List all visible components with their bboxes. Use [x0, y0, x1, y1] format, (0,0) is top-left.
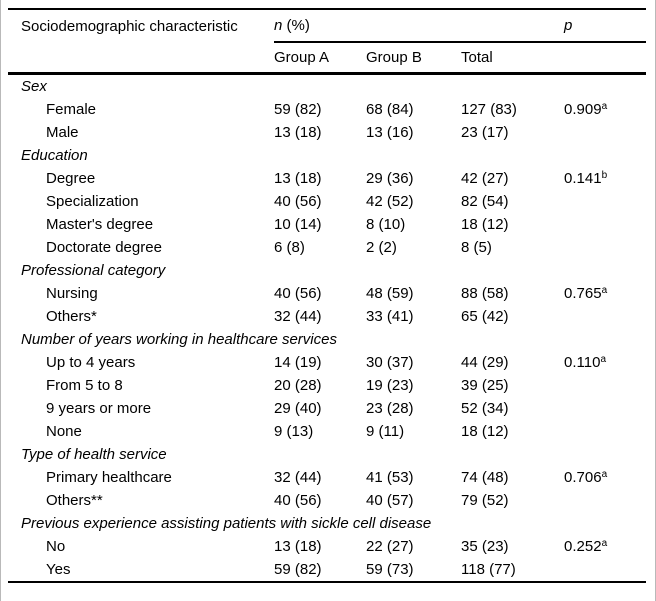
p-value: 0.110$^a$: [564, 354, 607, 371]
n-percent-suffix: (%): [282, 17, 310, 34]
row-label: From 5 to 8: [46, 377, 123, 394]
p-italic: p: [564, 17, 573, 34]
p-value: 0.765$^a$: [564, 285, 608, 302]
total-value: 18 (12): [461, 216, 509, 233]
total-value: 88 (58): [461, 285, 509, 302]
group-b-value: 22 (27): [366, 538, 414, 555]
total-value: 65 (42): [461, 308, 509, 325]
group-b-value: 19 (23): [366, 377, 414, 394]
p-value: 0.909$^a$: [564, 101, 608, 118]
header-total: Total: [461, 42, 564, 74]
group-b-value: 42 (52): [366, 193, 414, 210]
section-title: Previous experience assisting patients with sickle cell disease: [21, 515, 432, 532]
header-group-b: Group B: [366, 42, 461, 74]
p-value: [564, 374, 646, 397]
data-row: [8, 282, 646, 305]
section-title: Professional category: [21, 262, 166, 279]
data-row: [8, 558, 646, 582]
p-value: [564, 558, 646, 582]
row-label: Female: [46, 101, 97, 118]
total-value: 127 (83): [461, 101, 517, 118]
header-row-1: [8, 9, 646, 42]
table-body: [8, 74, 646, 583]
group-a-value: 59 (82): [274, 101, 322, 118]
data-row: [8, 351, 646, 374]
data-row: [8, 121, 646, 144]
group-b-value: 23 (28): [366, 400, 414, 417]
row-label: 9 years or more: [46, 400, 152, 417]
group-b-value: 41 (53): [366, 469, 414, 486]
group-b-value: 40 (57): [366, 492, 414, 509]
group-a-value: 40 (56): [274, 193, 322, 210]
data-row: [8, 98, 646, 121]
row-label: Nursing: [46, 285, 98, 302]
row-label: Specialization: [46, 193, 139, 210]
group-b-value: 33 (41): [366, 308, 414, 325]
total-value: 52 (34): [461, 400, 509, 417]
group-a-value: 14 (19): [274, 354, 322, 371]
total-value: 118 (77): [461, 561, 516, 578]
p-footnote-marker: a: [601, 101, 608, 112]
p-value: [564, 236, 646, 259]
row-label: Master's degree: [46, 216, 154, 233]
total-value: 74 (48): [461, 469, 509, 486]
section-header-row: [8, 144, 646, 167]
group-b-value: 30 (37): [366, 354, 414, 371]
total-value: 18 (12): [461, 423, 509, 440]
row-label: Male: [46, 124, 79, 141]
data-row: [8, 236, 646, 259]
header-group-a: Group A: [274, 42, 366, 74]
group-b-value: 29 (36): [366, 170, 414, 187]
data-row: [8, 466, 646, 489]
header-row-2: [8, 42, 646, 74]
group-a-value: 32 (44): [274, 308, 322, 325]
total-value: 35 (23): [461, 538, 509, 555]
header-n-percent: [274, 9, 564, 42]
p-value: [564, 190, 646, 213]
section-header-row: [8, 443, 646, 466]
group-b-value: 9 (11): [366, 423, 405, 440]
header-characteristic: Sociodemographic characteristic: [21, 17, 238, 35]
header-empty-cell: [8, 42, 274, 74]
section-title: Sex: [21, 78, 47, 95]
group-a-value: 20 (28): [274, 377, 322, 394]
total-value: 42 (27): [461, 170, 509, 187]
total-value: 82 (54): [461, 193, 509, 210]
section-title: Number of years working in healthcare services: [21, 331, 337, 348]
p-value: 0.141$^b$: [564, 170, 608, 187]
group-a-value: 13 (18): [274, 124, 322, 141]
data-row: [8, 167, 646, 190]
row-label: No: [46, 538, 66, 555]
group-a-value: 29 (40): [274, 400, 322, 417]
total-value: 23 (17): [461, 124, 509, 141]
row-label: Degree: [46, 170, 96, 187]
p-footnote-marker: a: [601, 538, 608, 549]
group-a-value: 10 (14): [274, 216, 322, 233]
group-b-value: 59 (73): [366, 561, 414, 578]
row-label: Others**: [46, 492, 103, 509]
data-row: [8, 305, 646, 328]
group-a-value: 13 (18): [274, 538, 322, 555]
header-p: [564, 9, 646, 42]
p-value: [564, 121, 646, 144]
p-value: [564, 213, 646, 236]
p-value: [564, 305, 646, 328]
section-header-row: [8, 259, 646, 282]
group-a-value: 32 (44): [274, 469, 322, 486]
group-b-value: 68 (84): [366, 101, 414, 118]
group-b-value: 48 (59): [366, 285, 414, 302]
total-value: 44 (29): [461, 354, 509, 371]
p-value: [564, 420, 646, 443]
data-row: [8, 213, 646, 236]
p-footnote-marker: a: [601, 285, 608, 296]
header-empty-cell: [564, 42, 646, 74]
n-italic: n: [274, 17, 283, 34]
p-footnote-marker: a: [600, 354, 607, 365]
row-label: Doctorate degree: [46, 239, 162, 256]
data-row: [8, 374, 646, 397]
group-b-value: 2 (2): [366, 239, 397, 256]
total-value: 79 (52): [461, 492, 509, 509]
p-value: 0.706$^a$: [564, 469, 608, 486]
data-row: [8, 190, 646, 213]
group-a-value: 40 (56): [274, 492, 322, 509]
row-label: Up to 4 years: [46, 354, 136, 371]
section-header-row: [8, 512, 646, 535]
section-header-row: [8, 328, 646, 351]
group-a-value: 40 (56): [274, 285, 322, 302]
group-a-value: 6 (8): [274, 239, 305, 256]
section-title: Type of health service: [21, 446, 167, 463]
group-b-value: 13 (16): [366, 124, 414, 141]
row-label: Yes: [46, 561, 71, 578]
p-footnote-marker: b: [601, 170, 608, 181]
row-label: Primary healthcare: [46, 469, 172, 486]
p-footnote-marker: a: [601, 469, 608, 480]
data-row: [8, 489, 646, 512]
data-row: [8, 397, 646, 420]
p-value: [564, 489, 646, 512]
total-value: 39 (25): [461, 377, 509, 394]
row-label: None: [46, 423, 82, 440]
group-a-value: 59 (82): [274, 561, 322, 578]
section-header-row: [8, 74, 646, 99]
group-a-value: 13 (18): [274, 170, 322, 187]
total-value: 8 (5): [461, 239, 492, 256]
p-value: 0.252$^a$: [564, 538, 608, 555]
group-b-value: 8 (10): [366, 216, 406, 233]
row-label: Others*: [46, 308, 97, 325]
section-title: Education: [21, 147, 88, 164]
data-row: [8, 420, 646, 443]
data-row: [8, 535, 646, 558]
group-a-value: 9 (13): [274, 423, 314, 440]
p-value: [564, 397, 646, 420]
sociodemographic-table: [8, 8, 646, 583]
